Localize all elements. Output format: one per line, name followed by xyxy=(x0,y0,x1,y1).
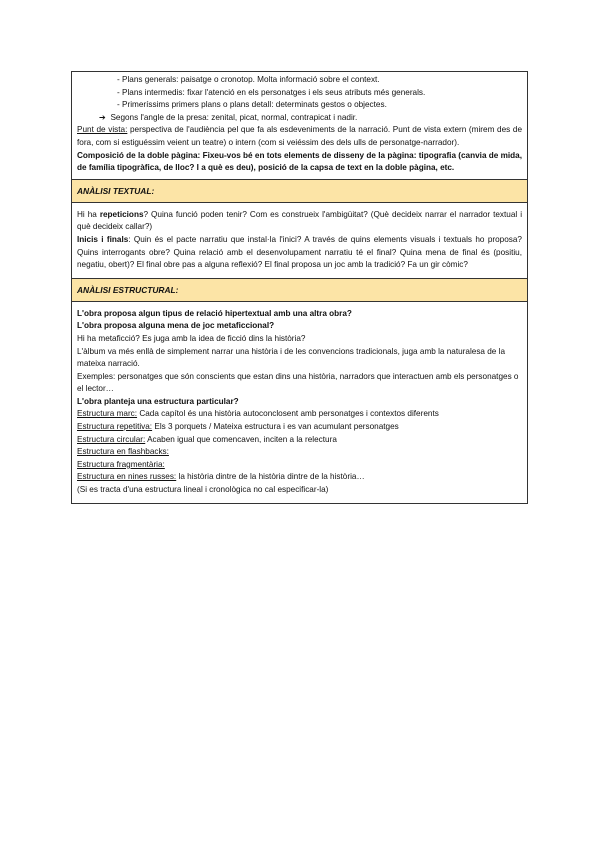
intro-section xyxy=(72,72,527,179)
nota-lineal: (Si es tracta d'una estructura lineal i cronològica no cal especificar-la) xyxy=(77,485,329,495)
q-metaficcional: L'obra proposa alguna mena de joc metaficcional? xyxy=(77,321,275,331)
punt-text: perspectiva de l'audiència pel que fa als esdeveniments de la narració. Punt de vista extern (mirem des de fora, com si estiguéssim veient un teatre) o intern (com si veiéssim des dels ulls de personatge-narrador). xyxy=(77,125,522,147)
arrow-icon: ➔ xyxy=(99,112,106,122)
estructural-heading: ANÀLISI ESTRUCTURAL: xyxy=(72,278,527,302)
inicis-finals xyxy=(77,234,522,272)
estructura-marc xyxy=(77,408,522,421)
plans-intermedis: - Plans intermedis: fixar l'atenció en els personatges i els seus atributs més generals. xyxy=(117,87,426,97)
estructura-nines xyxy=(77,471,522,484)
estructura-fragmentaria xyxy=(77,459,522,472)
marc-label: Estructura marc: xyxy=(77,409,138,419)
inicis-bold: Inicis i finals xyxy=(77,234,129,244)
q-hipertextual: L'obra proposa algun tipus de relació hipertextual amb una altra obra? xyxy=(77,308,352,318)
composicio: Composició de la doble pàgina: Fixeu-vos bé en tots elements de disseny de la pàgina: tipografia (canvia de mida, de família tipogràfica, de lloc? I a què es deu), posició de la capsa de text en la doble pàgina, etc. xyxy=(77,150,522,173)
primerissims-plans: - Primeríssims primers plans o plans detall: determinats gestos o objectes. xyxy=(117,100,387,110)
estructura-repetitiva xyxy=(77,421,522,434)
flashbacks-label: Estructura en flashbacks: xyxy=(77,447,169,457)
angle-text: Segons l'angle de la presa: zenital, picat, normal, contrapicat i nadir. xyxy=(110,112,358,122)
marc-text: Cada capítol és una història autoconclosent amb personatges i contextos diferents xyxy=(137,409,439,419)
inicis-post: : Quin és el pacte narratiu que instal·la l'inici? A través de quins elements visuals i textuals ho proposa? Quins interrogants obre? Quina relació amb el desenvolupament narratiu té el final? Quina mena de final és (positiu, negatiu, obert)? El final obre pas a alguna reflexió? El final proposa un joc amb la tradició? Fa un gir còmic? xyxy=(77,234,522,270)
circular-label: Estructura circular: xyxy=(77,434,146,444)
estructural-section xyxy=(72,302,527,503)
circular-text: Acaben igual que comencaven, inciten a la relectura xyxy=(145,434,337,444)
textual-section xyxy=(72,203,527,278)
estructura-flashbacks xyxy=(77,446,522,459)
angle-line xyxy=(77,112,522,125)
estructura-circular xyxy=(77,434,522,447)
rep-post: ? Quina funció poden tenir? Com es construeix l'ambigüitat? (Què decideix narrar el narrador textual i què decideix callar?) xyxy=(77,209,523,232)
nines-label: Estructura en nines russes: xyxy=(77,472,177,482)
exemples-line: Exemples: personatges que són conscients que estan dins una història, narradors que interactuen amb els personatges o el lector… xyxy=(77,371,519,394)
metaficcio-line: Hi ha metaficció? Es juga amb la idea de ficció dins la història? xyxy=(77,333,306,343)
q-estructura: L'obra planteja una estructura particular? xyxy=(77,396,239,406)
nines-text: la història dintre de la història dintre de la història… xyxy=(176,472,365,482)
punt-label: Punt de vista: xyxy=(77,125,128,135)
textual-heading: ANÀLISI TEXTUAL: xyxy=(72,179,527,203)
fragmentaria-label: Estructura fragmentària: xyxy=(77,459,165,469)
repetitiva-label: Estructura repetitiva: xyxy=(77,422,153,432)
plans-generals: - Plans generals: paisatge o cronotop. Molta informació sobre el context. xyxy=(117,75,380,84)
rep-pre: Hi ha xyxy=(77,209,100,219)
rep-bold: repeticions xyxy=(99,209,144,219)
repetitiva-text: Els 3 porquets / Mateixa estructura i es van acumulant personatges xyxy=(152,422,399,432)
punt-de-vista xyxy=(77,124,522,149)
repeticions xyxy=(77,209,522,234)
album-line: L'àlbum va més enllà de simplement narrar una història i de les convencions tradicionals, juga amb la naturalesa de la mateixa narració. xyxy=(77,346,506,369)
content-table xyxy=(71,71,528,504)
